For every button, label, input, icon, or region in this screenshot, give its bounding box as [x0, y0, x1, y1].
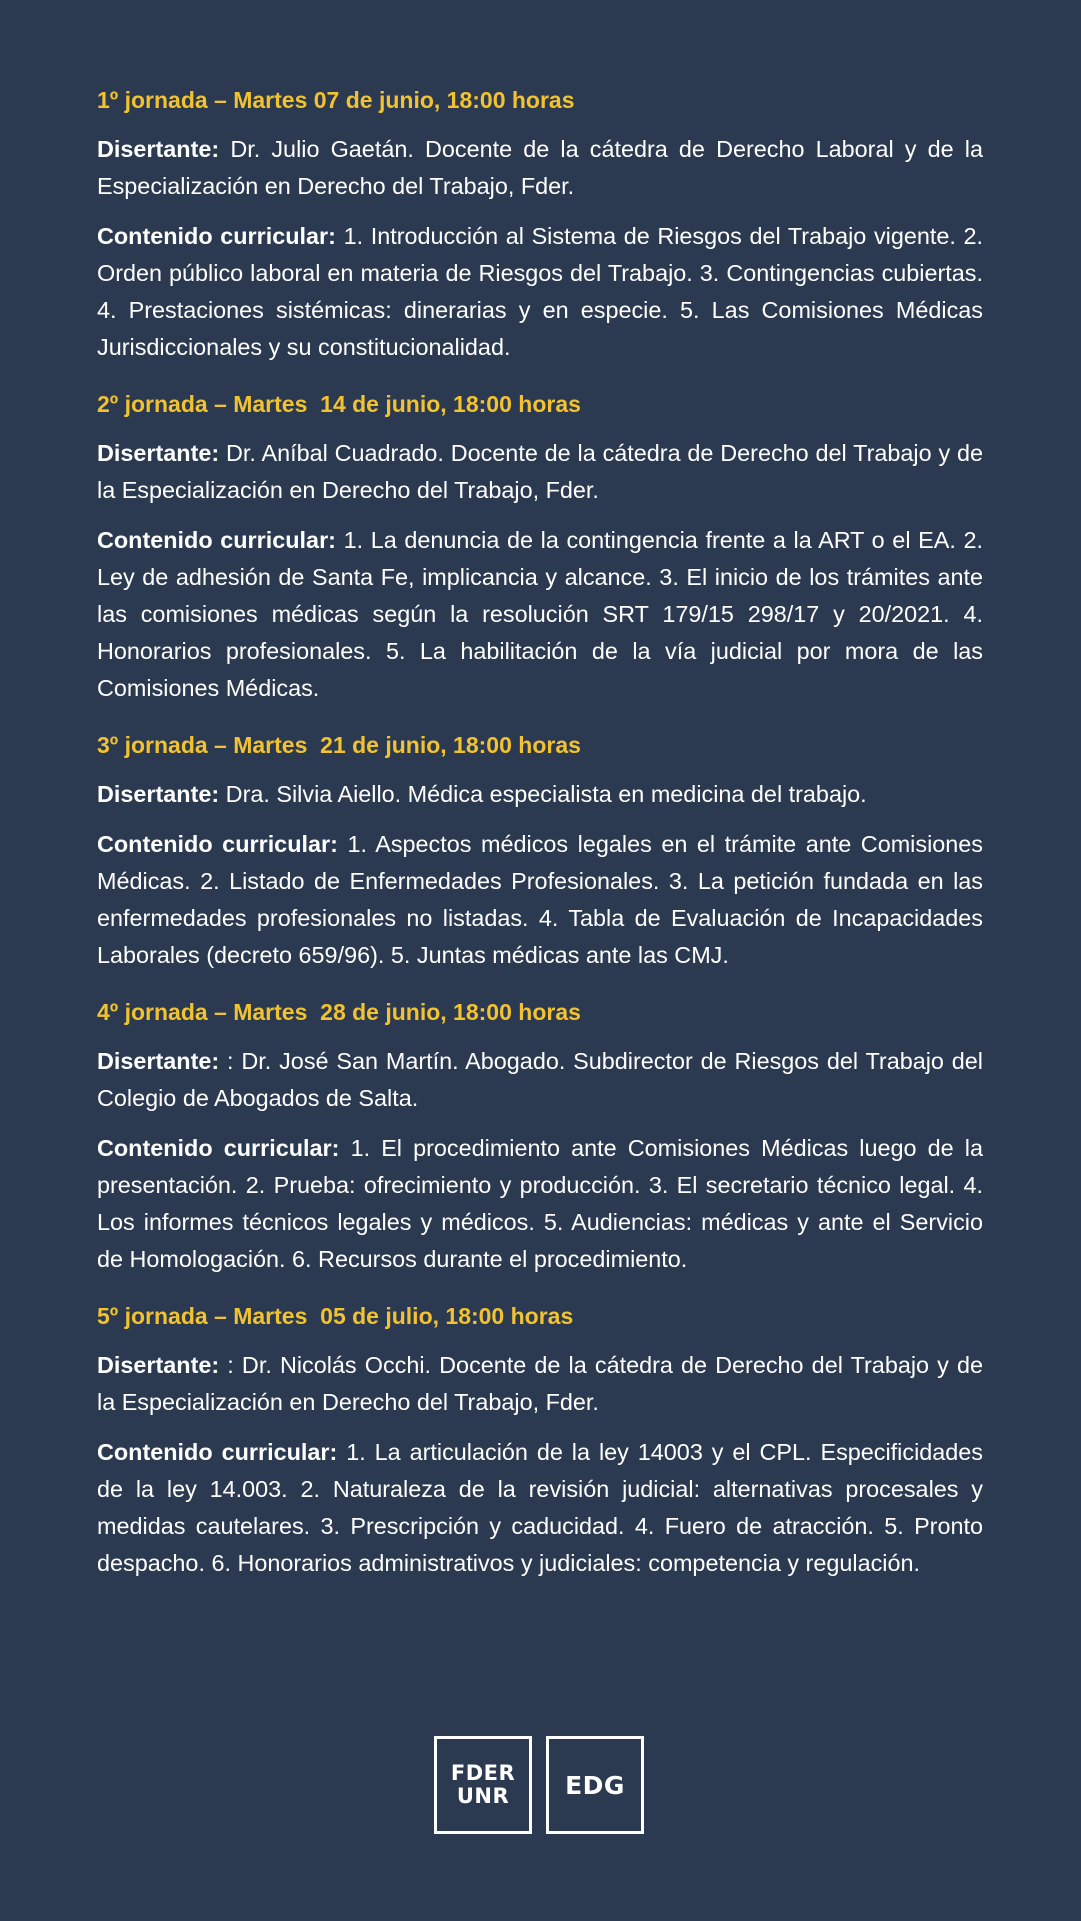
- logos: [434, 1736, 646, 1834]
- session-title: 4º jornada – Martes 28 de junio, 18:00 horas: [97, 999, 581, 1025]
- speaker-label: Disertante:: [97, 440, 220, 466]
- session-title: 3º jornada – Martes 21 de junio, 18:00 horas: [97, 732, 581, 758]
- speaker-text: Dr. Julio Gaetán. Docente de la cátedra de Derecho Laboral y de la Especialización en Derecho del Trabajo, Fder.: [97, 136, 983, 199]
- fder-unr-logo: [434, 1736, 532, 1834]
- content-label: Contenido curricular:: [97, 1439, 338, 1465]
- edg-logo: [546, 1736, 644, 1834]
- speaker-text: Dr. Aníbal Cuadrado. Docente de la cátedra de Derecho del Trabajo y de la Especialización en Derecho del Trabajo, Fder.: [97, 440, 983, 503]
- content-text: 1. Aspectos médicos legales en el trámite ante Comisiones Médicas. 2. Listado de Enfermedades Profesionales. 3. La petición fundada en las enfermedades profesionales no listadas. 4. Tabla de Evaluación de Incapacidades Laborales (decreto 659/96). 5. Juntas médicas ante las CMJ.: [97, 831, 983, 968]
- speaker-text: : Dr. Nicolás Occhi. Docente de la cátedra de Derecho del Trabajo y de la Especialización en Derecho del Trabajo, Fder.: [97, 1352, 983, 1415]
- session-3: [97, 727, 983, 974]
- content-text: 1. La denuncia de la contingencia frente a la ART o el EA. 2. Ley de adhesión de Santa Fe, implicancia y alcance. 3. El inicio de los trámites ante las comisiones médicas según la resolución SRT 179/15 298/17 y 20/2021. 4. Honorarios profesionales. 5. La habilitación de la vía judicial por mora de las Comisiones Médicas.: [97, 527, 983, 701]
- fder-logo-text: FDER: [450, 1761, 516, 1785]
- session-2: [97, 386, 983, 707]
- speaker-label: Disertante:: [97, 781, 220, 807]
- speaker-paragraph: [97, 776, 983, 813]
- content-paragraph: [97, 1130, 983, 1278]
- speaker-label: Disertante:: [97, 1352, 220, 1378]
- speaker-paragraph: [97, 1043, 983, 1117]
- content-label: Contenido curricular:: [97, 1135, 340, 1161]
- speaker-label: Disertante:: [97, 136, 220, 162]
- content-paragraph: [97, 218, 983, 366]
- content-text: 1. La articulación de la ley 14003 y el CPL. Especificidades de la ley 14.003. 2. Naturaleza de la revisión judicial: alternativas procesales y medidas cautelares. 3. Prescripción y caducidad. 4. Fuero de atracción. 5. Pronto despacho. 6. Honorarios administrativos y judiciales: competencia y regulación.: [97, 1439, 983, 1576]
- content-label: Contenido curricular:: [97, 527, 336, 553]
- session-title: 1º jornada – Martes 07 de junio, 18:00 horas: [97, 87, 575, 113]
- speaker-paragraph: [97, 1347, 983, 1421]
- speaker-label: Disertante:: [97, 1048, 220, 1074]
- content-text: 1. Introducción al Sistema de Riesgos del Trabajo vigente. 2. Orden público laboral en materia de Riesgos del Trabajo. 3. Contingencias cubiertas. 4. Prestaciones sistémicas: dinerarias y en especie. 5. Las Comisiones Médicas Jurisdiccionales y su constitucionalidad.: [97, 223, 983, 360]
- content-label: Contenido curricular:: [97, 831, 338, 857]
- speaker-paragraph: [97, 131, 983, 205]
- session-5: [97, 1298, 983, 1582]
- content-paragraph: [97, 522, 983, 707]
- content-label: Contenido curricular:: [97, 223, 336, 249]
- speaker-paragraph: [97, 435, 983, 509]
- unr-logo-text: UNR: [456, 1784, 510, 1808]
- edg-logo-text: EDG: [565, 1770, 625, 1800]
- session-title: 5º jornada – Martes 05 de julio, 18:00 horas: [97, 1303, 574, 1329]
- session-4: [97, 994, 983, 1278]
- speaker-text: Dra. Silvia Aiello. Médica especialista en medicina del trabajo.: [219, 781, 867, 807]
- content-paragraph: [97, 1434, 983, 1582]
- session-title: 2º jornada – Martes 14 de junio, 18:00 horas: [97, 391, 581, 417]
- session-1: [97, 82, 983, 366]
- content-text: 1. El procedimiento ante Comisiones Médicas luego de la presentación. 2. Prueba: ofrecimiento y producción. 3. El secretario técnico legal. 4. Los informes técnicos legales y médicos. 5. Audiencias: médicas y ante el Servicio de Homologación. 6. Recursos durante el procedimiento.: [97, 1135, 983, 1272]
- content-paragraph: [97, 826, 983, 974]
- speaker-text: : Dr. José San Martín. Abogado. Subdirector de Riesgos del Trabajo del Colegio de Abogados de Salta.: [97, 1048, 983, 1111]
- program-content: [97, 82, 983, 1602]
